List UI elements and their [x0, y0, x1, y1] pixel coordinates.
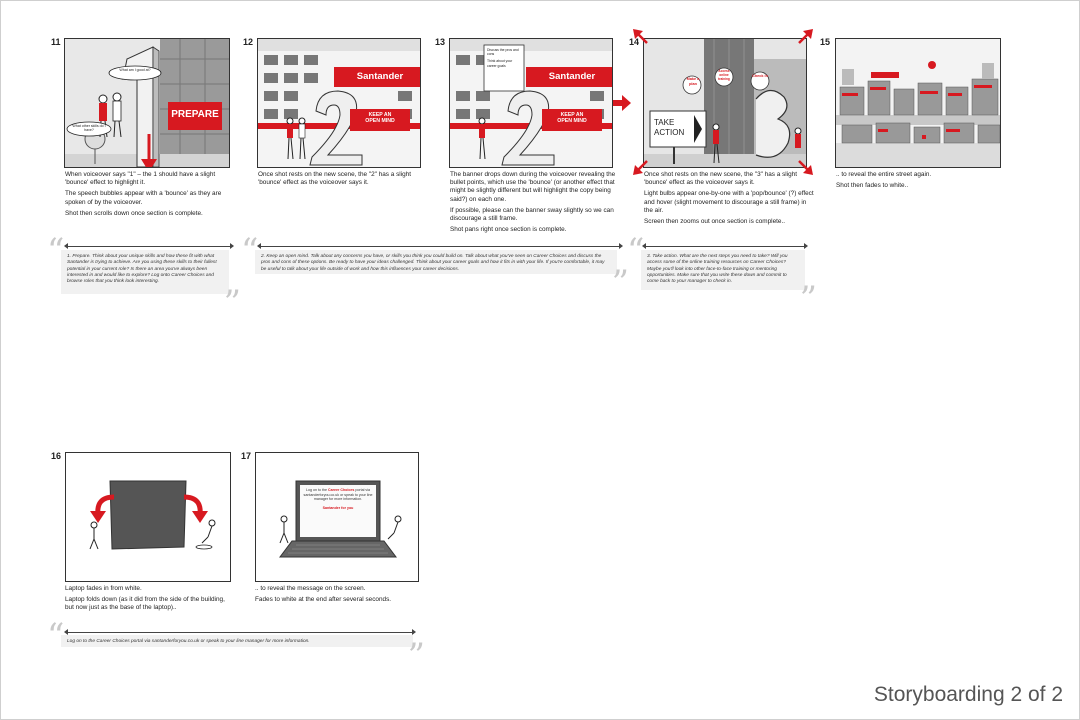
caption-line: Shot pans right once section is complete. — [450, 226, 567, 234]
frame-number: 13 — [435, 37, 446, 47]
caption-line: Screen then zooms out once section is complete.. — [644, 218, 786, 226]
frame-12-caption — [258, 171, 426, 190]
caption-line: Once shot rests on the new scene, the "3" has a slight 'bounce' effect as the voiceover says it. — [644, 171, 798, 187]
caption-line: The speech bubbles appear with a 'bounce' as they are spoken of by the voiceover. — [65, 190, 222, 206]
zoom-out-arrow-icon — [633, 29, 649, 45]
caption-line: The banner drops down during the voiceover revealing the bullet points, which use the 'bounce' (or another effect that might be slightly different but will highlight the copy being said?) on each one. — [450, 171, 616, 203]
frame-number: 16 — [51, 451, 62, 461]
frame-13-illustration — [450, 39, 613, 168]
storyboard-frame-11 — [64, 38, 230, 168]
frame-17-illustration — [256, 453, 419, 582]
santander-logo: Santander for you — [322, 505, 354, 510]
sign-line: OPEN MIND — [557, 118, 587, 124]
frame-number: 14 — [629, 37, 640, 47]
caption-line: Laptop folds down (as it did from the side of the building, but now just as the base of the laptop).. — [65, 596, 225, 612]
frame-12-illustration — [258, 39, 421, 168]
caption-line: Light bulbs appear one-by-one with a 'pop/bounce' (?) effect and hover (slight movement to discourage a still frame) in the air. — [644, 190, 814, 214]
frame-11-illustration — [65, 39, 230, 168]
frame-15-illustration — [836, 39, 1001, 168]
caption-line: .. to reveal the message on the screen. — [255, 585, 366, 592]
santander-logo: Santander — [356, 71, 404, 82]
frame-13-caption — [450, 171, 622, 237]
frame-14-caption — [644, 171, 814, 229]
page-title: Storyboarding 2 of 2 — [873, 683, 1063, 706]
keep-open-mind-sign — [542, 112, 602, 124]
frame-16-caption — [65, 585, 235, 616]
voiceover-text: 3. Take action. What are the next steps you need to take? Will you access some of the online training resources on Career Choices? Maybe you'll look into other face-to-face training or mentoring opportunities. Make sure that you write these down and commit to come back to your manager to check in. — [647, 254, 788, 285]
sign-line: OPEN MIND — [365, 118, 395, 124]
banner-bullets — [487, 48, 521, 68]
caption-line: Fades to white at the end after several seconds. — [255, 596, 392, 604]
pan-right-arrow-icon — [613, 95, 631, 111]
voiceover-text: 1. Prepare. Think about your unique skills and how these fit with what Santander is trying to achieve. Are you using these skills to their fullest potential in your current role? Is there an area you've always been interested in and would like to explore? Log onto Career Choices and browse roles that you think look interesting. — [67, 254, 217, 285]
speech-bubble-text: What other skills do I have? — [72, 124, 106, 132]
quote-close-icon: ” — [799, 279, 817, 319]
laptop-screen-message — [303, 488, 373, 510]
zoom-out-arrow-icon — [797, 29, 813, 45]
keep-open-mind-sign — [350, 112, 410, 124]
quote-close-icon: ” — [611, 263, 629, 303]
storyboard-frame-17 — [255, 452, 419, 582]
quote-open-icon: “ — [47, 231, 65, 271]
caption-line: .. to reveal the entire street again. — [836, 171, 932, 178]
timeline-arrow — [645, 246, 805, 247]
santander-logo: Santander — [548, 71, 596, 82]
speech-bubble-text: What am I good at? — [119, 68, 151, 72]
voiceover-box-2 — [241, 231, 629, 303]
frame-14-illustration — [644, 39, 807, 168]
sign-line: KEEP AN — [368, 112, 392, 118]
timeline-arrow — [67, 632, 413, 633]
storyboard-frame-15 — [835, 38, 1001, 168]
sign-line: TAKE — [654, 118, 675, 127]
screen-text: Log on to the — [306, 488, 327, 492]
take-action-sign — [654, 118, 684, 137]
caption-line: Once shot rests on the new scene, the "2" has a slight 'bounce' effect as the voiceover says it. — [258, 171, 412, 187]
sign-line: KEEP AN — [560, 112, 584, 118]
caption-line: Shot then fades to white.. — [836, 182, 909, 190]
voiceover-text: 2. Keep an open mind. Talk about any concerns you have, or skills you think you could build on. Talk about what you've seen on Career Choices and discuss the pros and cons of these options. Be ready to have your ideas challenged. Think about your career goals and how it fits in with your life. If you're comfortable, it may be useful to talk about your life outside of work and how this influences your career decisions. — [261, 254, 605, 272]
frame-number: 11 — [51, 37, 61, 47]
voiceover-box-3 — [627, 231, 817, 319]
storyboard-frame-12 — [257, 38, 421, 168]
sign-line: ACTION — [654, 127, 685, 137]
lightbulb-text: Access online training — [718, 69, 730, 81]
frame-17-caption — [255, 585, 425, 607]
voiceover-text: Log on to the Career Choices portal via santanderforyou.co.uk or speak to your line manager for more information. — [67, 639, 310, 644]
lightbulb-text: Make a plan — [686, 77, 700, 86]
screen-brand: Career Choices — [328, 488, 355, 492]
quote-close-icon: ” — [223, 283, 241, 323]
storyboard-frame-16 — [65, 452, 231, 582]
timeline-arrow — [67, 246, 231, 247]
frame-number: 12 — [243, 37, 254, 47]
voiceover-box-4 — [47, 616, 425, 676]
lightbulb-text: Check in — [752, 74, 768, 78]
bullet-point: Think about your career goals — [487, 59, 513, 68]
storyboard-frame-14 — [643, 38, 807, 168]
caption-line: When voiceover says "1" – the 1 should have a slight 'bounce' effect to highlight it. — [65, 171, 216, 187]
voiceover-box-1 — [47, 231, 241, 323]
bullet-point: Discuss the pros and cons — [487, 48, 519, 57]
frame-16-illustration — [66, 453, 231, 582]
quote-close-icon: ” — [407, 636, 425, 676]
caption-line: If possible, please can the banner sway slightly so we can discourage a still frame. — [450, 206, 614, 223]
quote-open-icon: “ — [627, 231, 645, 271]
frame-number: 15 — [820, 37, 831, 47]
frame-number: 17 — [241, 451, 252, 461]
quote-open-icon: “ — [47, 616, 65, 656]
quote-open-icon: “ — [241, 231, 259, 271]
caption-line: Shot then scrolls down once section is complete. — [65, 209, 203, 217]
screen-text: portal via santanderforyou.co.uk or speak to your line manager for more information. — [303, 488, 373, 502]
storyboard-frame-13 — [449, 38, 613, 168]
frame-11-caption — [65, 171, 235, 221]
prepare-sign: PREPARE — [171, 109, 219, 120]
caption-line: Laptop fades in from white. — [65, 585, 142, 592]
timeline-arrow — [260, 246, 620, 247]
frame-15-caption — [836, 171, 996, 193]
